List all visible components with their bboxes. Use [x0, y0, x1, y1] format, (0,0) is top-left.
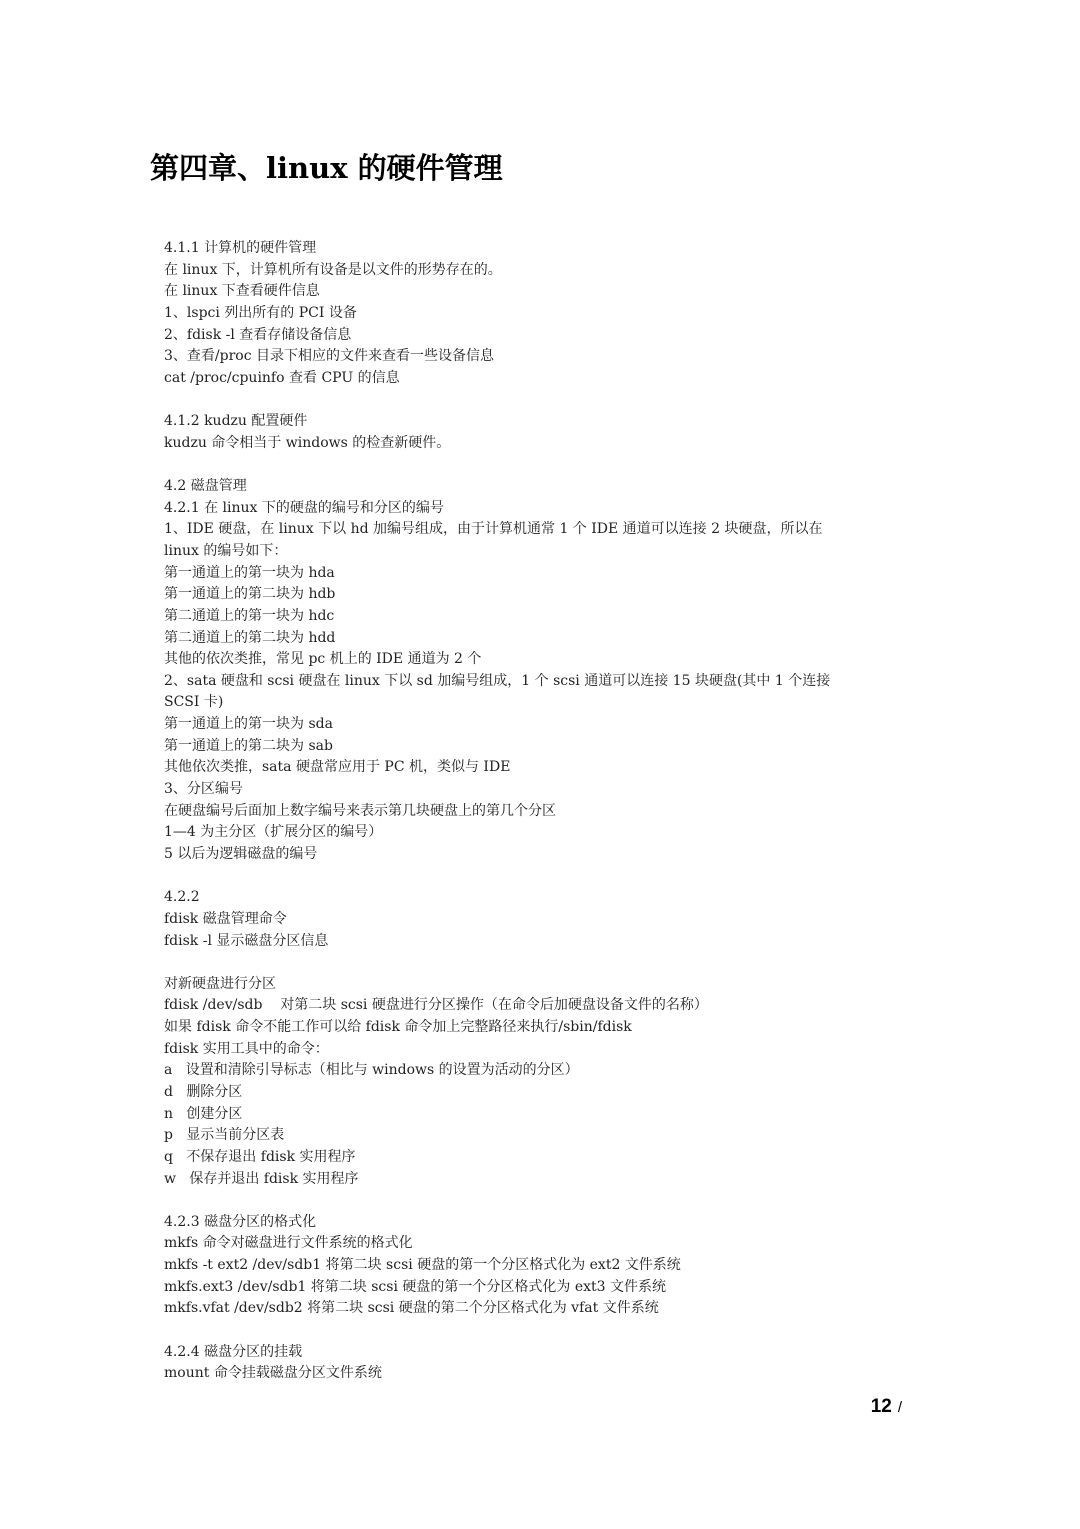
text-line: mkfs -t ext2 /dev/sdb1 将第二块 scsi 硬盘的第一个分区格式化为 ext2 文件系统	[164, 1257, 681, 1274]
text-line: kudzu 命令相当于 windows 的检查新硬件。	[164, 434, 451, 451]
chapter-title: 第四章、linux 的硬件管理	[150, 151, 503, 185]
text-line: fdisk 实用工具中的命令：	[164, 1040, 329, 1057]
text-line: 4.2.4 磁盘分区的挂载	[164, 1343, 303, 1360]
text-line: 在 linux 下查看硬件信息	[164, 283, 320, 300]
text-line: 其他的依次类推，常见 pc 机上的 IDE 通道为 2 个	[164, 651, 482, 668]
page-separator: /	[897, 1399, 902, 1416]
text-line: 1—4 为主分区（扩展分区的编号）	[164, 824, 383, 841]
text-line: 其他依次类推，sata 硬盘常应用于 PC 机，类似与 IDE	[164, 759, 511, 776]
text-line: SCSI 卡)	[164, 694, 224, 711]
text-line: 2、sata 硬盘和 scsi 硬盘在 linux 下以 sd 加编号组成，1 个 scsi 通道可以连接 15 块硬盘(其中 1 个连接	[164, 672, 831, 689]
text-line: 如果 fdisk 命令不能工作可以给 fdisk 命令加上完整路径来执行/sbin/fdisk	[164, 1019, 632, 1036]
text-line: 3、分区编号	[164, 781, 243, 798]
text-line: w 保存并退出 fdisk 实用程序	[164, 1170, 359, 1187]
text-line: 第一通道上的第一块为 sda	[164, 716, 333, 733]
text-line: 3、查看/proc 目录下相应的文件来查看一些设备信息	[164, 348, 494, 365]
text-line: fdisk /dev/sdb 对第二块 scsi 硬盘进行分区操作（在命令后加硬盘设备文件的名称）	[164, 997, 708, 1014]
blank-line	[164, 866, 964, 888]
text-line: mkfs.ext3 /dev/sdb1 将第二块 scsi 硬盘的第一个分区格式化为 ext3 文件系统	[164, 1278, 666, 1295]
text-line: cat /proc/cpuinfo 查看 CPU 的信息	[164, 369, 400, 386]
text-line: mkfs 命令对磁盘进行文件系统的格式化	[164, 1235, 413, 1252]
text-line: p 显示当前分区表	[164, 1127, 285, 1144]
text-line: 4.1.2 kudzu 配置硬件	[164, 413, 308, 430]
text-line: 2、fdisk -l 查看存储设备信息	[164, 326, 352, 343]
text-line: 第二通道上的第二块为 hdd	[164, 629, 336, 646]
blank-line	[164, 952, 964, 974]
text-line: fdisk 磁盘管理命令	[164, 910, 287, 927]
text-line: 4.2 磁盘管理	[164, 478, 247, 495]
page-footer	[871, 1396, 902, 1418]
text-line: 4.2.3 磁盘分区的格式化	[164, 1213, 317, 1230]
text-line: 4.1.1 计算机的硬件管理	[164, 240, 317, 256]
page-number: 12	[870, 1396, 892, 1417]
text-line: 对新硬盘进行分区	[164, 975, 276, 992]
text-line: linux 的编号如下：	[164, 542, 288, 559]
text-line: a 设置和清除引导标志（相比与 windows 的设置为活动的分区）	[164, 1062, 579, 1079]
text-line: 4.2.1 在 linux 下的硬盘的编号和分区的编号	[164, 499, 444, 516]
blank-line	[164, 454, 964, 476]
text-line: 第一通道上的第二块为 sab	[164, 737, 333, 754]
blank-line	[164, 1320, 964, 1342]
text-line: mount 命令挂载磁盘分区文件系统	[164, 1365, 382, 1382]
text-line: 第一通道上的第一块为 hda	[164, 564, 335, 581]
text-line: 第二通道上的第一块为 hdc	[164, 607, 335, 624]
text-line: d 删除分区	[164, 1083, 243, 1100]
text-line: fdisk -l 显示磁盘分区信息	[164, 932, 329, 949]
text-line: 在 linux 下，计算机所有设备是以文件的形势存在的。	[164, 261, 502, 278]
text-line: 1、lspci 列出所有的 PCI 设备	[164, 304, 357, 321]
text-line: mkfs.vfat /dev/sdb2 将第二块 scsi 硬盘的第二个分区格式化为 vfat 文件系统	[164, 1300, 659, 1317]
text-line: q 不保存退出 fdisk 实用程序	[164, 1148, 356, 1165]
text-line: 1、IDE 硬盘，在 linux 下以 hd 加编号组成，由于计算机通常 1 个 IDE 通道可以连接 2 块硬盘，所以在	[164, 521, 823, 538]
blank-line	[164, 389, 964, 411]
document-body	[164, 238, 964, 1385]
text-line: n 创建分区	[164, 1105, 243, 1122]
text-line: 5 以后为逻辑磁盘的编号	[164, 845, 318, 862]
text-line: 在硬盘编号后面加上数字编号来表示第几块硬盘上的第几个分区	[164, 802, 556, 819]
text-line: 第一通道上的第二块为 hdb	[164, 586, 336, 603]
text-line: 4.2.2	[164, 889, 200, 906]
blank-line	[164, 1190, 964, 1212]
